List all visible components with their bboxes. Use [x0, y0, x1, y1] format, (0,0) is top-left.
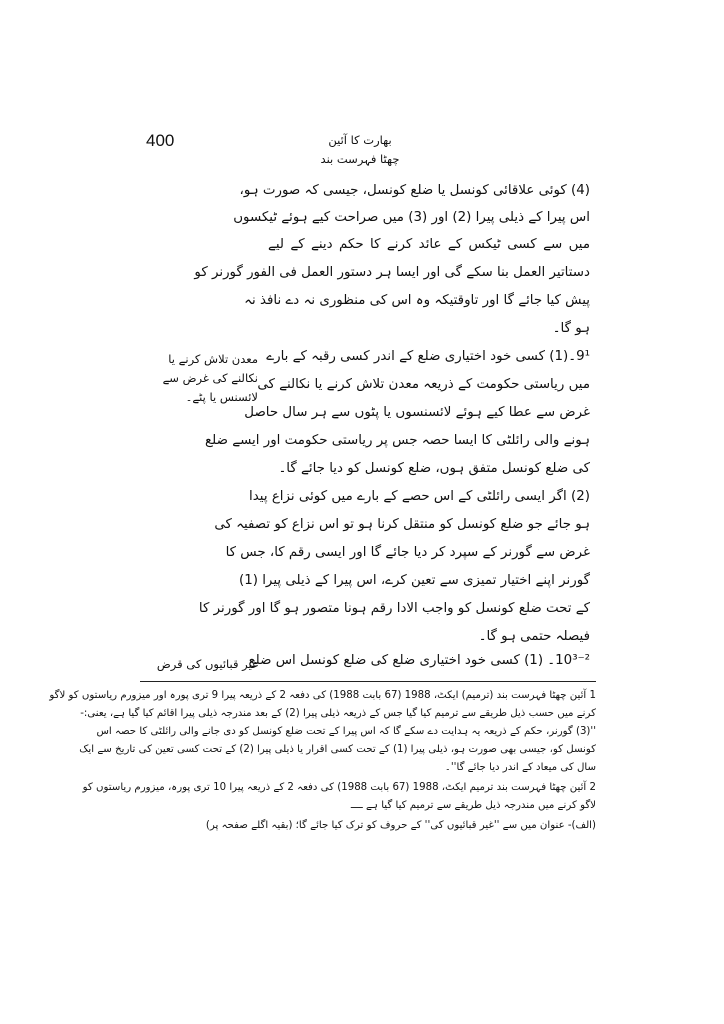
- body-line: (4) کوئی علاقائی کونسل یا ضلع کونسل، جیسی کہ صورت ہو،: [239, 183, 590, 198]
- body-line: غرض سے گورنر کے سپرد کر دیا جائے گا اور ایسی رقم کا، جس کا: [225, 545, 590, 560]
- body-line: میں ریاستی حکومت کے ذریعہ معدن تلاش کرنے یا نکالنے کی: [257, 377, 590, 392]
- side-note-mineral: معدن تلاش کرنے یا: [168, 352, 258, 366]
- footnote-line: (الف)- عنوان میں سے ''غیر قبائیوں کی'' کے حروف کو ترک کیا جائے گا؛ (بقیہ اگلے صفحہ پر): [205, 820, 596, 831]
- footnote-line: کرنے میں حسب ذیل طریقے سے ترمیم کیا گیا جس کے ذریعہ ذیلی پیرا (2) کے بعد مندرجہ ذیلی پیرا اقائم کیا گیا ہے، یعنی:-: [80, 708, 596, 719]
- body-line: غرض سے عطا کیے ہوئے لائسنسوں یا پٹوں سے ہر سال حاصل: [244, 405, 590, 420]
- body-line: دستاتیر العمل بنا سکے گی اور ایسا ہر دستور العمل فی الفور گورنر کو: [194, 265, 590, 280]
- running-subtitle: چھٹا فہرست بند: [320, 152, 400, 166]
- body-line: (2) اگر ایسی رائلٹی کے اس حصے کے بارے میں کوئی نزاع پیدا: [249, 489, 590, 504]
- body-line: گورنر اپنے اختیار تمیزی سے تعین کرے، اس پیرا کے ذیلی پیرا (1): [238, 573, 590, 588]
- page-number: 400: [146, 131, 175, 150]
- footnote-line: 2 آئین چھٹا فہرست بند ترمیم ایکٹ، 1988 (67 بابت 1988) کی دفعہ 2 کے ذریعہ پیرا 10 تری پورہ، میزورم ریاستوں کو: [82, 782, 596, 793]
- footnote-line: ''(3) گورنر، حکم کے ذریعہ یہ ہدایت دے سکے گا کہ اس پیرا کے تحت ضلع کونسل کو دی جانے والی رائلٹی کا حصہ اس: [96, 726, 596, 737]
- body-line: 9¹۔(1) کسی خود اختیاری ضلع کے اندر کسی رقبہ کے بارے: [266, 349, 590, 364]
- body-line: میں سے کسی ٹیکس کے عائد کرنے کا حکم دینے کے لیے: [268, 237, 590, 252]
- body-line: ہو گا۔: [552, 321, 590, 336]
- running-title: بھارت کا آئین: [328, 133, 392, 147]
- body-line: 10³⁻²۔ (1) کسی خود اختیاری ضلع کی ضلع کونسل اس ضلع: [248, 653, 590, 668]
- body-line: پیش کیا جائے گا اور تاوقتیکہ وہ اس کی منظوری نہ دے نافذ نہ: [244, 293, 590, 308]
- side-note-mineral: لائسنس یا پٹے۔: [185, 390, 258, 404]
- body-line: کے تحت ضلع کونسل کو واجب الادا رقم ہونا متصور ہو گا اور گورنر کا: [198, 601, 590, 616]
- body-line: ہو جائے جو ضلع کونسل کو منتقل کرنا ہو تو اس نزاع کو تصفیہ کی: [214, 517, 590, 532]
- body-line: فیصلہ حتمی ہو گا۔: [478, 629, 590, 644]
- body-line: کی ضلع کونسل متفق ہوں، ضلع کونسل کو دیا جائے گا۔: [278, 461, 590, 476]
- footnote-line: کونسل کو، جیسی بھی صورت ہو، ذیلی پیرا (1) کے تحت کسی اقرار یا ذیلی پیرا (2) کے تحت کسی تعین کی تاریخ سے ایک: [79, 744, 596, 755]
- footnote-line: لاگو کرنے میں مندرجہ ذیل طریقے سے ترمیم کیا گیا ہے ــــ: [350, 800, 596, 811]
- footnote-line: 1 آئین چھٹا فہرست بند (ترمیم) ایکٹ، 1988 (67 بابت 1988) کی دفعہ 2 کے ذریعہ پیرا 9 تری پورہ اور میزورم ریاستوں کو لاگو: [49, 690, 596, 701]
- footnote-divider: [140, 681, 596, 682]
- footnote-line: سال کی میعاد کے اندر دیا جائے گا''۔: [444, 762, 596, 773]
- body-line: ہونے والی رائلٹی کا ایسا حصہ جس پر ریاستی حکومت اور ایسے ضلع: [205, 433, 590, 448]
- body-line: اس پیرا کے ذیلی پیرا (2) اور (3) میں صراحت کیے ہوئے ٹیکسوں: [233, 210, 590, 225]
- side-note-loans: غیر قبائیوں کی قرض: [156, 657, 258, 671]
- side-note-mineral: نکالنے کی غرض سے: [162, 371, 258, 385]
